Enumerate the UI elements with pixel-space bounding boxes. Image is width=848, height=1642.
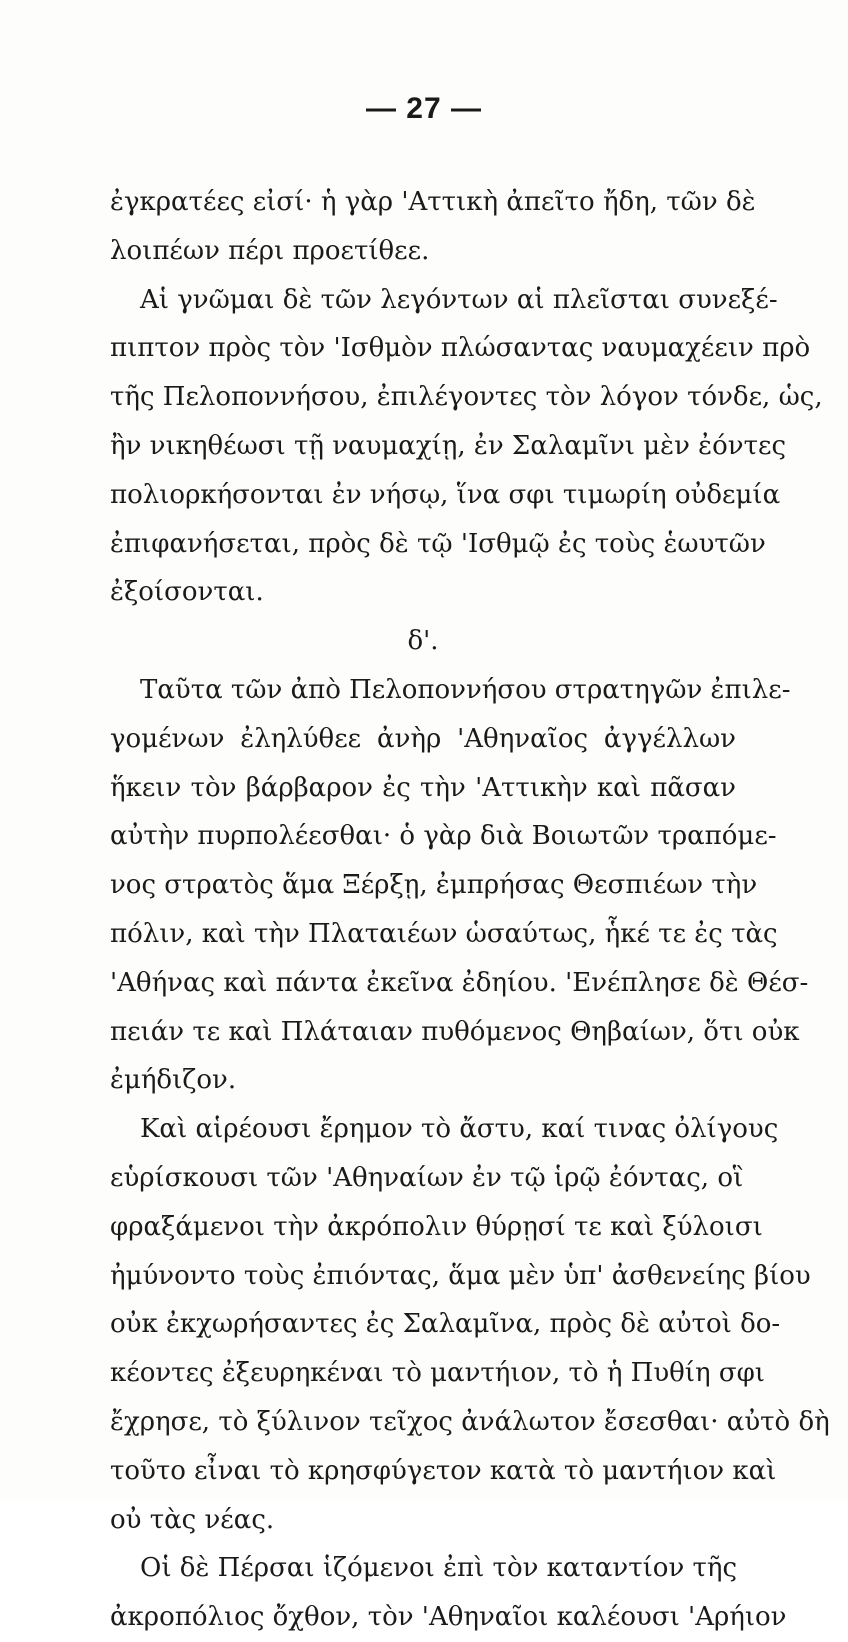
- text-line: ἠμύνοντο τοὺς ἐπιόντας, ἅμα μὲν ὑπ' ἀσθενείης βίου: [110, 1260, 811, 1291]
- text-line: γομένων ἐληλύθεε ἀνὴρ 'Αθηναῖος ἀγγέλλων: [110, 723, 736, 754]
- page-number: — 27 —: [365, 92, 483, 125]
- text-line: πειάν τε καὶ Πλάταιαν πυθόμενος Θηβαίων, ὅτι οὐκ: [110, 1016, 800, 1047]
- text-line: ἔχρησε, τὸ ξύλινον τεῖχος ἀνάλωτον ἔσεσθαι· αὐτὸ δὴ: [110, 1406, 830, 1437]
- text-line: ἐμήδιζον.: [110, 1065, 237, 1096]
- text-line: ἐγκρατέες εἰσί· ἡ γὰρ 'Αττικὴ ἀπεῖτο ἤδη, τῶν δὲ: [110, 187, 756, 217]
- text-line: πόλιν, καὶ τὴν Πλαταιέων ὡσαύτως, ἧκέ τε ἐς τὰς: [110, 918, 778, 949]
- text-line: 'Αθήνας καὶ πάντα ἐκεῖνα ἐδηίου. 'Ενέπλησε δὲ Θέσ-: [110, 967, 809, 998]
- text-line: φραξάμενοι τὴν ἀκρόπολιν θύρῃσί τε καὶ ξύλοισι: [110, 1211, 763, 1242]
- text-line: αὐτὴν πυρπολέεσθαι· ὁ γὰρ διὰ Βοιωτῶν τραπόμε-: [110, 821, 777, 852]
- text-line: τῆς Πελοποννήσου, ἐπιλέγοντες τὸν λόγον τόνδε, ὡς,: [110, 382, 823, 413]
- text-line: ἀκροπόλιος ὄχθον, τὸν 'Αθηναῖοι καλέουσι 'Αρήιον: [110, 1602, 787, 1633]
- text-line: πολιορκήσονται ἐν νήσῳ, ἵνα σφι τιμωρίη οὐδεμία: [110, 479, 781, 510]
- text-line: Αἱ γνῶμαι δὲ τῶν λεγόντων αἱ πλεῖσται συνεξέ-: [140, 284, 778, 315]
- text-line: νος στρατὸς ἅμα Ξέρξῃ, ἐμπρήσας Θεσπιέων τὴν: [110, 870, 758, 901]
- text-line: Καὶ αἱρέουσι ἔρημον τὸ ἄστυ, καί τινας ὀλίγους: [140, 1114, 779, 1145]
- text-line: Οἱ δὲ Πέρσαι ἱζόμενοι ἐπὶ τὸν καταντίον τῆς: [140, 1553, 738, 1584]
- text-line: ἥκειν τὸν βάρβαρον ἐς τὴν 'Αττικὴν καὶ πᾶσαν: [110, 772, 736, 803]
- text-line: ἐξοίσονται.: [110, 577, 264, 608]
- text-line: λοιπέων πέρι προετίθεε.: [110, 235, 430, 266]
- body-text: [110, 178, 830, 1642]
- text-line: οὐκ ἐκχωρήσαντες ἐς Σαλαμῖνα, πρὸς δὲ αὐτοὶ δο-: [110, 1309, 781, 1340]
- text-line: εὑρίσκουσι τῶν 'Αθηναίων ἐν τῷ ἱρῷ ἐόντας, οἳ: [110, 1162, 744, 1193]
- text-line: τοῦτο εἶναι τὸ κρησφύγετον κατὰ τὸ μαντήιον καὶ: [110, 1455, 777, 1486]
- text-line: οὐ τὰς νέας.: [110, 1504, 275, 1535]
- text-line: ἢν νικηθέωσι τῇ ναυμαχίῃ, ἐν Σαλαμῖνι μὲν ἐόντες: [110, 430, 787, 461]
- section-heading: δ'.: [407, 626, 439, 657]
- text-line: ἐπιφανήσεται, πρὸς δὲ τῷ 'Ισθμῷ ἐς τοὺς ἑωυτῶν: [110, 528, 766, 559]
- text-line: Ταῦτα τῶν ἀπὸ Πελοποννήσου στρατηγῶν ἐπιλε-: [140, 674, 791, 705]
- text-line: κέοντες ἐξευρηκέναι τὸ μαντήιον, τὸ ἡ Πυθίη σφι: [110, 1358, 765, 1389]
- text-line: πιπτον πρὸς τὸν 'Ισθμὸν πλώσαντας ναυμαχέειν πρὸ: [110, 333, 811, 364]
